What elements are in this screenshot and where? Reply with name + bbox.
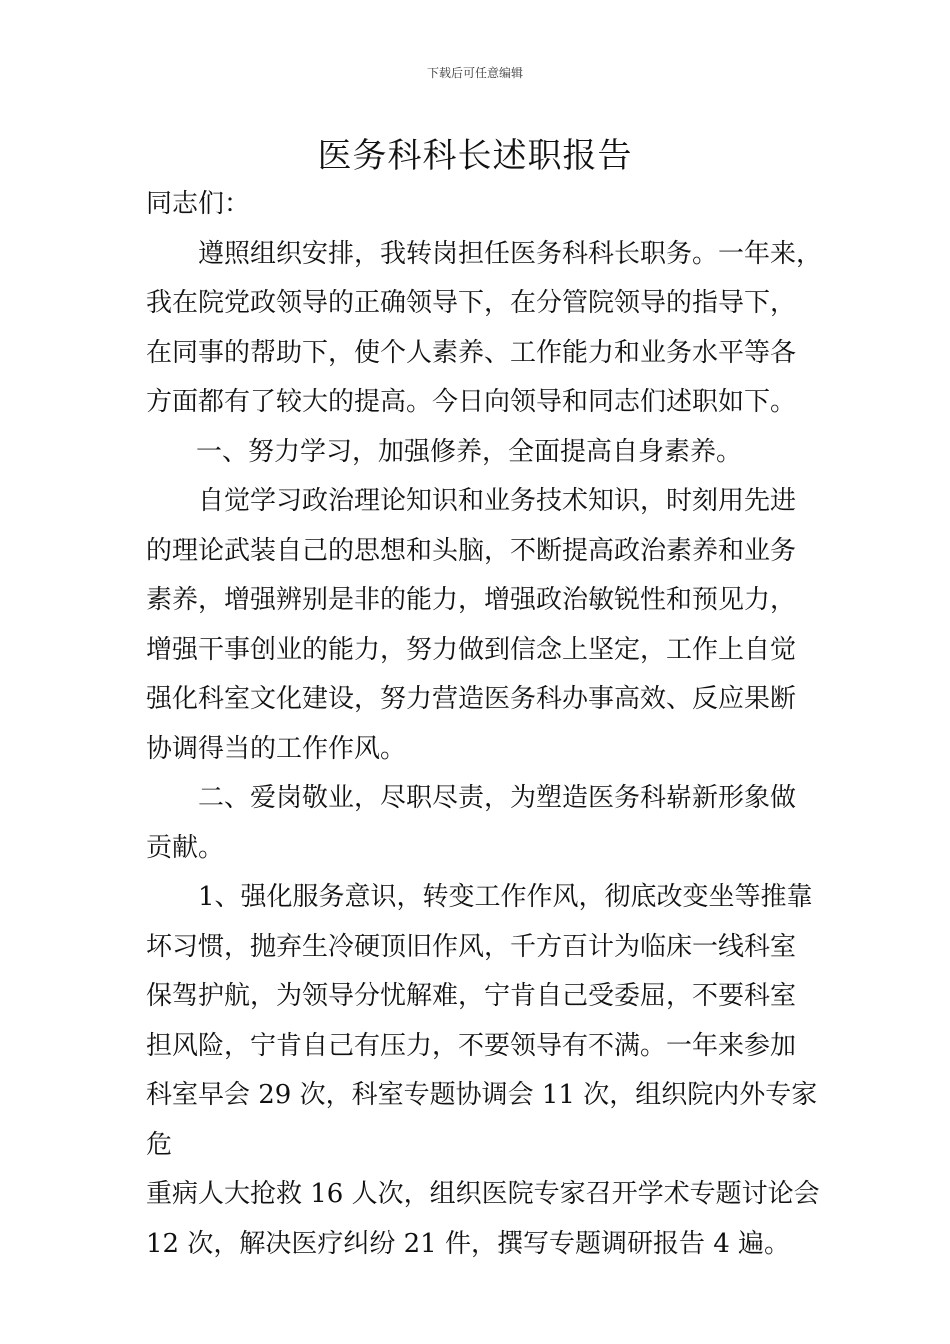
section-1-line: 协调得当的工作作风。 bbox=[146, 733, 407, 764]
intro-line: 我在院党政领导的正确领导下，在分管院领导的指导下， bbox=[146, 288, 797, 318]
item-1-line: 1、强化服务意识，转变工作作风，彻底改变坐等推靠 bbox=[198, 882, 813, 912]
section-1-line: 增强干事创业的能力，努力做到信念上坚定，工作上自觉 bbox=[146, 634, 797, 665]
item-1-line: 坏习惯，抛弃生冷硬顶旧作风，千方百计为临床一线科室 bbox=[146, 931, 797, 962]
document-title: 医务科科长述职报告 bbox=[317, 136, 633, 176]
header-note: 下载后可任意编辑 bbox=[426, 66, 523, 80]
intro-line: 方面都有了较大的提高。今日向领导和同志们述职如下。 bbox=[146, 387, 797, 417]
intro-line: 遵照组织安排，我转岗担任医务科科长职务。一年来， bbox=[198, 238, 823, 269]
item-1-line: 重病人大抢救 16 人次，组织医院专家召开学术专题讨论会 bbox=[146, 1179, 820, 1209]
section-1-line: 自觉学习政治理论知识和业务技术知识，时刻用先进 bbox=[198, 486, 797, 516]
section-1-line: 强化科室文化建设，努力营造医务科办事高效、反应果断 bbox=[146, 684, 797, 714]
item-1-line: 担风险，宁肯自己有压力，不要领导有不满。一年来参加 bbox=[146, 1030, 797, 1061]
item-1-line: 科室早会 29 次，科室专题协调会 11 次，组织院内外专家危 bbox=[146, 1080, 818, 1160]
intro-line: 在同事的帮助下，使个人素养、工作能力和业务水平等各 bbox=[146, 337, 797, 368]
item-1-line: 12 次，解决医疗纠纷 21 件，撰写专题调研报告 4 遍。 bbox=[146, 1228, 791, 1259]
document-body bbox=[146, 180, 836, 1269]
section-2-heading: 贡献。 bbox=[146, 832, 225, 863]
section-1-line: 素养，增强辨别是非的能力，增强政治敏锐性和预见力， bbox=[146, 585, 797, 615]
section-1-heading: 一、努力学习，加强修养，全面提高自身素养。 bbox=[196, 436, 743, 467]
item-1-line: 保驾护航，为领导分忧解难，宁肯自己受委屈，不要科室 bbox=[146, 981, 797, 1011]
section-1-line: 的理论武装自己的思想和头脑，不断提高政治素养和业务 bbox=[146, 535, 797, 566]
greeting: 同志们： bbox=[146, 189, 251, 219]
section-2-heading: 二、爱岗敬业，尽职尽责，为塑造医务科崭新形象做 bbox=[198, 783, 797, 813]
